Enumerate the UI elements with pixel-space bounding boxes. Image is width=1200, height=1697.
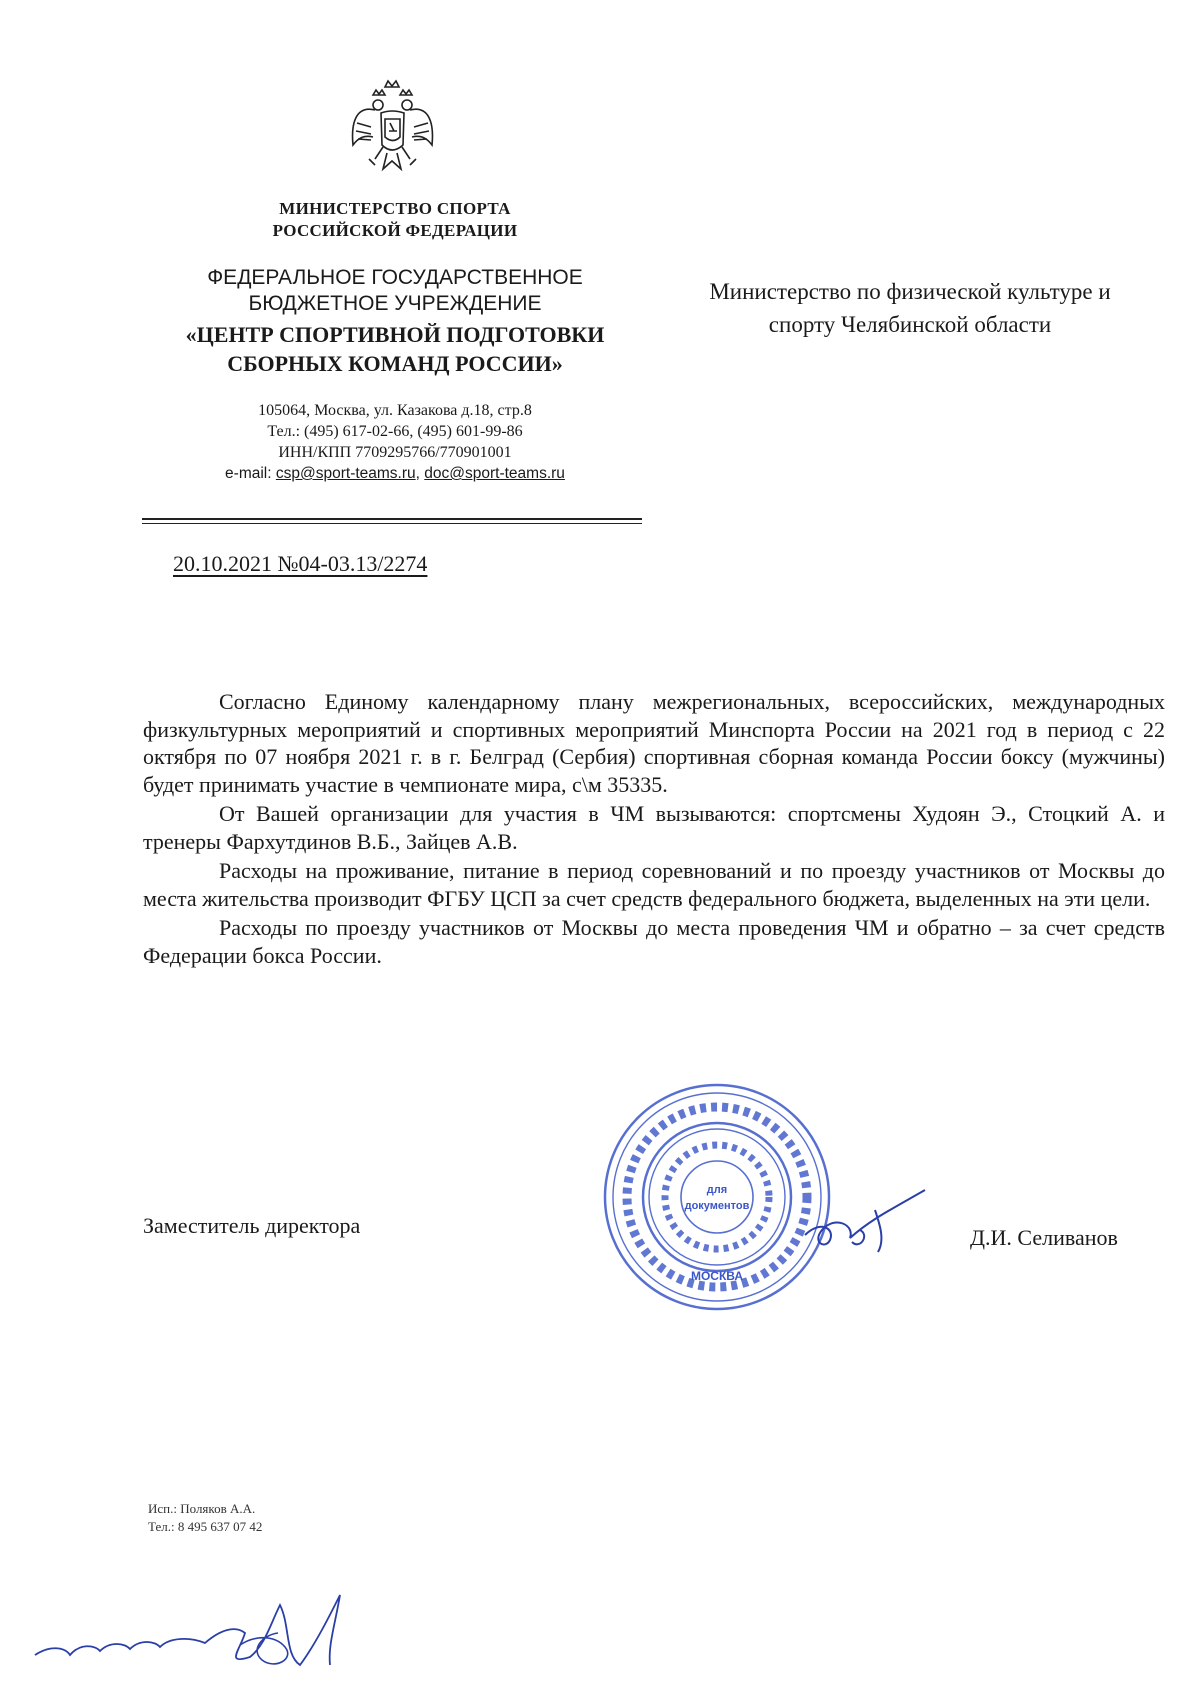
body-paragraph: Согласно Единому календарному плану межрегиональных, всероссийских, международных физкультурных мероприятий и спортивных мероприятий Минспорта России на 2021 год в период с 22 октября по 07 ноября 2021 г. в г. Белград (Сербия) спортивная сборная команда России боксу (мужчины) будет принимать участие в чемпионате мира, с\м 35335. [143, 689, 1165, 797]
organization-contacts [140, 400, 650, 484]
body-paragraph: От Вашей организации для участия в ЧМ вызываются: спортсмены Худоян Э., Стоцкий А. и тренеры Фархутдинов В.Б., Зайцев А.В. [143, 801, 1165, 854]
signatory-title: Заместитель директора [143, 1213, 361, 1238]
stamp-center-text: документов [684, 1200, 750, 1212]
org-name-line: «ЦЕНТР СПОРТИВНОЙ ПОДГОТОВКИ [185, 322, 605, 347]
letter-body [143, 688, 1165, 969]
organization-name [140, 320, 650, 378]
email-label: e-mail: [225, 465, 276, 482]
ministry-line: РОССИЙСКОЙ ФЕДЕРАЦИИ [272, 221, 518, 240]
header-divider [142, 518, 642, 520]
inn-kpp: ИНН/КПП 7709295766/770901001 [278, 444, 512, 461]
signatory-name: Д.И. Селиванов [970, 1225, 1118, 1250]
recipient-line: спорту Челябинской области [768, 312, 1052, 337]
header-divider [142, 523, 642, 524]
body-paragraph: Расходы на проживание, питание в период соревнований и по проезду участников от Москвы до места жительства производит ФГБУ ЦСП за счет средств федерального бюджета, выделенных на эти цели. [143, 858, 1165, 911]
email-separator: , [415, 465, 425, 482]
executor-phone: Тел.: 8 495 637 07 42 [148, 1519, 263, 1534]
registration-number: 20.10.2021 №04-03.13/2274 [173, 551, 428, 576]
org-type-line: ФЕДЕРАЛЬНОЕ ГОСУДАРСТВЕННОЕ [207, 266, 583, 289]
email-line [140, 463, 650, 484]
coat-of-arms-icon [345, 75, 440, 185]
body-paragraph: Расходы по проезду участников от Москвы до места проведения ЧМ и обратно – за счет средств Федерации бокса России. [143, 915, 1165, 968]
org-type-line: БЮДЖЕТНОЕ УЧРЕЖДЕНИЕ [248, 292, 542, 315]
email-link-csp[interactable]: csp@sport-teams.ru [275, 465, 416, 482]
recipient-line: Министерство по физической культуре и [709, 279, 1111, 304]
ministry-line: МИНИСТЕРСТВО СПОРТА [279, 199, 511, 218]
stamp-center-text: для [706, 1184, 728, 1196]
signature-scribble [800, 1180, 930, 1260]
handwritten-initials [30, 1585, 370, 1675]
phone-numbers: Тел.: (495) 617-02-66, (495) 601-99-86 [267, 423, 523, 440]
address: 105064, Москва, ул. Казакова д.18, стр.8 [258, 402, 532, 419]
recipient [650, 275, 1170, 341]
stamp-ring-text: МОСКВА [690, 1269, 744, 1283]
organization-type [140, 265, 650, 317]
email-link-doc[interactable]: doc@sport-teams.ru [424, 465, 565, 482]
ministry-name [200, 198, 590, 242]
org-name-line: СБОРНЫХ КОМАНД РОССИИ» [227, 351, 563, 376]
executor-name: Исп.: Поляков А.А. [148, 1501, 256, 1516]
executor-info [148, 1500, 262, 1536]
